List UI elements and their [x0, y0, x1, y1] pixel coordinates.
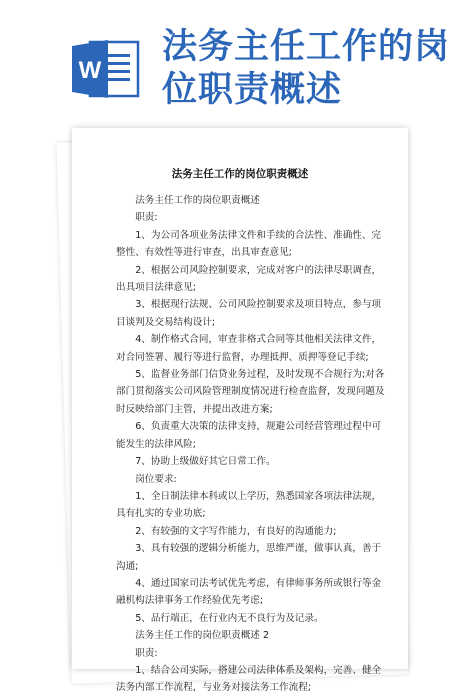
paragraph: 5、监督业务部门信贷业务过程，及时发现不合规行为;对各部门贯彻落实公司风险管理制度情况进行检查监督，发现问题及时反映给部门主管，并提出改进方案;	[116, 369, 385, 415]
paragraph: 4、通过国家司法考试优先考虑，有律师事务所或银行等金融机构法律事务工作经验优先考虑;	[116, 577, 382, 607]
page-title: 法务主任工作的岗 位职责概述	[162, 27, 451, 110]
word-logo-letter: W	[78, 57, 102, 84]
paragraph: 法务主任工作的岗位职责概述 2	[135, 630, 270, 642]
paragraph: 1、结合公司实际，搭建公司法律体系及架构，完善、健全法务内部工作流程，与业务对接法务工作流程;	[116, 664, 382, 694]
paragraph: 法务主任工作的岗位职责概述	[135, 195, 260, 206]
paragraph: 7、协助上级做好其它日常工作。	[135, 456, 276, 468]
paragraph: 4、制作格式合同，审查非格式合同等其他相关法律文件，对合同签署、履行等进行监督，办理抵押、质押等登记手续;	[116, 334, 382, 363]
paragraph: 2、有较强的文字写作能力，有良好的沟通能力;	[135, 525, 337, 537]
paragraph: 2、根据公司风险控制要求，完成对客户的法律尽职调查，出具项目法律意见;	[116, 264, 382, 294]
paragraph: 1、为公司各项业务法律文件和手续的合法性、准确性、完整性、有效性等进行审查，出具审查意见;	[116, 229, 382, 259]
word-document-icon	[70, 38, 142, 100]
paragraph: 1、全日制法律本科或以上学历，熟悉国家各项法律法规，具有扎实的专业功底;	[116, 490, 382, 520]
document-page	[72, 128, 408, 694]
document-body	[116, 192, 388, 697]
page-header	[0, 0, 474, 122]
paragraph: 职责:	[135, 647, 158, 659]
paragraph: 6、负责重大决策的法律支持，规避公司经营管理过程中可能发生的法律风险;	[116, 421, 382, 450]
document-title: 法务主任工作的岗位职责概述	[171, 168, 309, 180]
paragraph: 3、根据现行法规、公司风险控制要求及项目特点，参与项目谈判及交易结构设计;	[116, 299, 382, 328]
paragraph: 3、具有较强的逻辑分析能力，思维严谨，做事认真，善于沟通;	[116, 543, 382, 572]
paragraph: 岗位要求:	[135, 473, 177, 485]
paragraph: 职责:	[135, 212, 158, 224]
paragraph: 5、品行端正，在行业内无不良行为及记录。	[135, 612, 324, 624]
